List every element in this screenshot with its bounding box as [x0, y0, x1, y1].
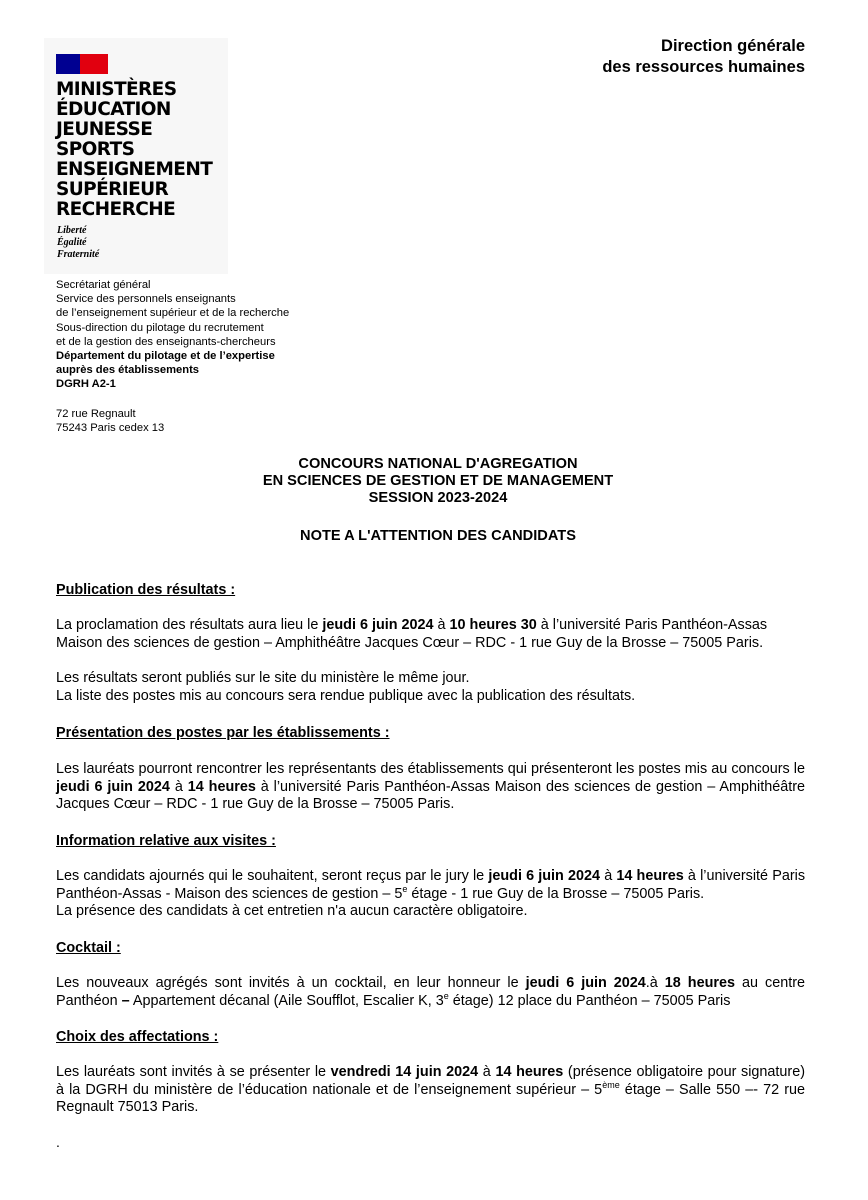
section-title-cocktail: Cocktail : [56, 940, 121, 956]
text: Maison des sciences de gestion – Amphithéâtre Jacques Cœur – RDC - 1 rue Guy de la Brosse – 75005 Paris. [56, 634, 764, 651]
section-title-presentation: Présentation des postes par les établissements : [56, 725, 390, 741]
motto-line: Liberté [57, 225, 87, 236]
affectations-paragraph [56, 1064, 805, 1117]
text: Les candidats ajournés qui le souhaitent, seront reçus par le jury le [56, 868, 489, 884]
title-line: CONCOURS NATIONAL D'AGREGATION [298, 456, 578, 472]
text: à l’université Paris Panthéon-Assas [536, 617, 768, 633]
document-title [0, 456, 868, 507]
header-line: Direction générale [661, 37, 805, 55]
department-line: Département du pilotage et de l’expertise [56, 350, 275, 363]
flag-red-band [80, 54, 108, 74]
section-title-visites: Information relative aux visites : [56, 833, 276, 849]
text: étage - 1 rue Guy de la Brosse – 75005 Paris. [407, 885, 705, 902]
logo-line: RECHERCHE [56, 199, 176, 220]
postal-address [56, 407, 164, 435]
logo-line: MINISTÈRES [56, 79, 177, 100]
date: jeudi 6 juin 2024 [322, 617, 434, 633]
trailing-dot: . [56, 1134, 60, 1150]
text: Les résultats seront publiés sur le site du ministère le même jour. [56, 670, 470, 686]
text: .à [645, 975, 665, 991]
department-line: auprès des établissements [56, 364, 200, 377]
text: La présence des candidats à cet entretien n'a aucun caractère obligatoire. [56, 903, 528, 920]
text: à l’université Paris Panthéon-Assas Maison des sciences de gestion – Amphithéâtre Jacques Cœur – RDC - 1 rue Guy de la Brosse – 75005 Paris. [56, 778, 805, 813]
header-line: des ressources humaines [602, 58, 805, 76]
service-line: Secrétariat général [56, 279, 151, 291]
publication-info-paragraph [56, 670, 805, 705]
motto-line: Égalité [57, 237, 87, 248]
date: vendredi 14 juin 2024 [330, 1064, 479, 1080]
time: 14 heures [616, 868, 684, 884]
logo-line: SUPÉRIEUR [56, 179, 169, 200]
date: jeudi 6 juin 2024 [488, 868, 601, 884]
title-line: EN SCIENCES DE GESTION ET DE MANAGEMENT [262, 473, 614, 489]
text: à [433, 617, 450, 633]
date: jeudi 6 juin 2024 [56, 778, 170, 795]
visites-paragraph [56, 868, 805, 921]
text: Appartement décanal (Aile Soufflot, Escalier K, 3 [129, 992, 444, 1009]
text: Les nouveaux agrégés sont invités à un cocktail, en leur honneur le [56, 975, 526, 991]
section-title-affectations: Choix des affectations : [56, 1029, 219, 1045]
text: au centre Panthéon [56, 975, 806, 1009]
logo-line: JEUNESSE [56, 119, 153, 140]
time: 14 heures [187, 778, 256, 795]
logo-motto [57, 225, 99, 261]
text: étage – Salle 550 –- 72 rue Regnault 75013 Paris. [56, 1081, 805, 1116]
text: (présence obligatoire pour signature) à la DGRH du ministère de l’éducation nationale et de l’enseignement supérieur – 5 [56, 1064, 806, 1098]
note-heading: NOTE A L'ATTENTION DES CANDIDATS [300, 528, 576, 544]
department-code: DGRH A2-1 [56, 378, 116, 391]
dgrh-header [602, 36, 805, 78]
address-line: 72 rue Regnault [56, 408, 136, 420]
time: 14 heures [495, 1064, 564, 1080]
service-block [56, 278, 289, 392]
time: 18 heures [664, 975, 735, 991]
text: La liste des postes mis au concours sera rendue publique avec la publication des résultats. [56, 687, 636, 704]
service-line: et de la gestion des enseignants-chercheurs [56, 335, 276, 348]
service-line: de l’enseignement supérieur et de la recherche [56, 307, 290, 320]
logo-line: ENSEIGNEMENT [56, 159, 213, 180]
text: à [169, 778, 188, 795]
text: étage) 12 place du Panthéon – 75005 Paris [448, 992, 731, 1009]
superscript: e [443, 990, 449, 1001]
time: 10 heures 30 [449, 617, 537, 633]
text: à [600, 868, 617, 884]
motto-line: Fraternité [57, 249, 100, 260]
presentation-paragraph [56, 761, 805, 814]
logo-line: ÉDUCATION [56, 99, 171, 120]
superscript: e [402, 883, 408, 894]
dash: – [121, 992, 130, 1009]
date: jeudi 6 juin 2024 [525, 975, 646, 991]
flag-blue-band [56, 54, 80, 74]
service-line: Sous-direction du pilotage du recrutement [56, 321, 264, 334]
text: à [478, 1064, 496, 1080]
text: Les lauréats pourront rencontrer les représentants des établissements qui présenteront les postes mis au concours le [56, 761, 805, 777]
text: Les lauréats sont invités à se présenter le [56, 1064, 331, 1080]
address-line: 75243 Paris cedex 13 [56, 422, 165, 435]
superscript: ème [602, 1079, 620, 1090]
ministry-logo [44, 38, 228, 274]
text: La proclamation des résultats aura lieu le [56, 617, 323, 633]
cocktail-paragraph [56, 975, 805, 1010]
publication-paragraph [56, 617, 805, 652]
text: à l’université Paris Panthéon-Assas - Maison des sciences de gestion – 5 [56, 868, 806, 902]
marianne-flag-icon [56, 54, 108, 74]
service-line: Service des personnels enseignants [56, 293, 236, 306]
section-title-publication: Publication des résultats : [56, 582, 236, 598]
logo-line: SPORTS [56, 139, 135, 160]
title-line: SESSION 2023-2024 [368, 490, 508, 506]
logo-wordmark [56, 80, 212, 220]
